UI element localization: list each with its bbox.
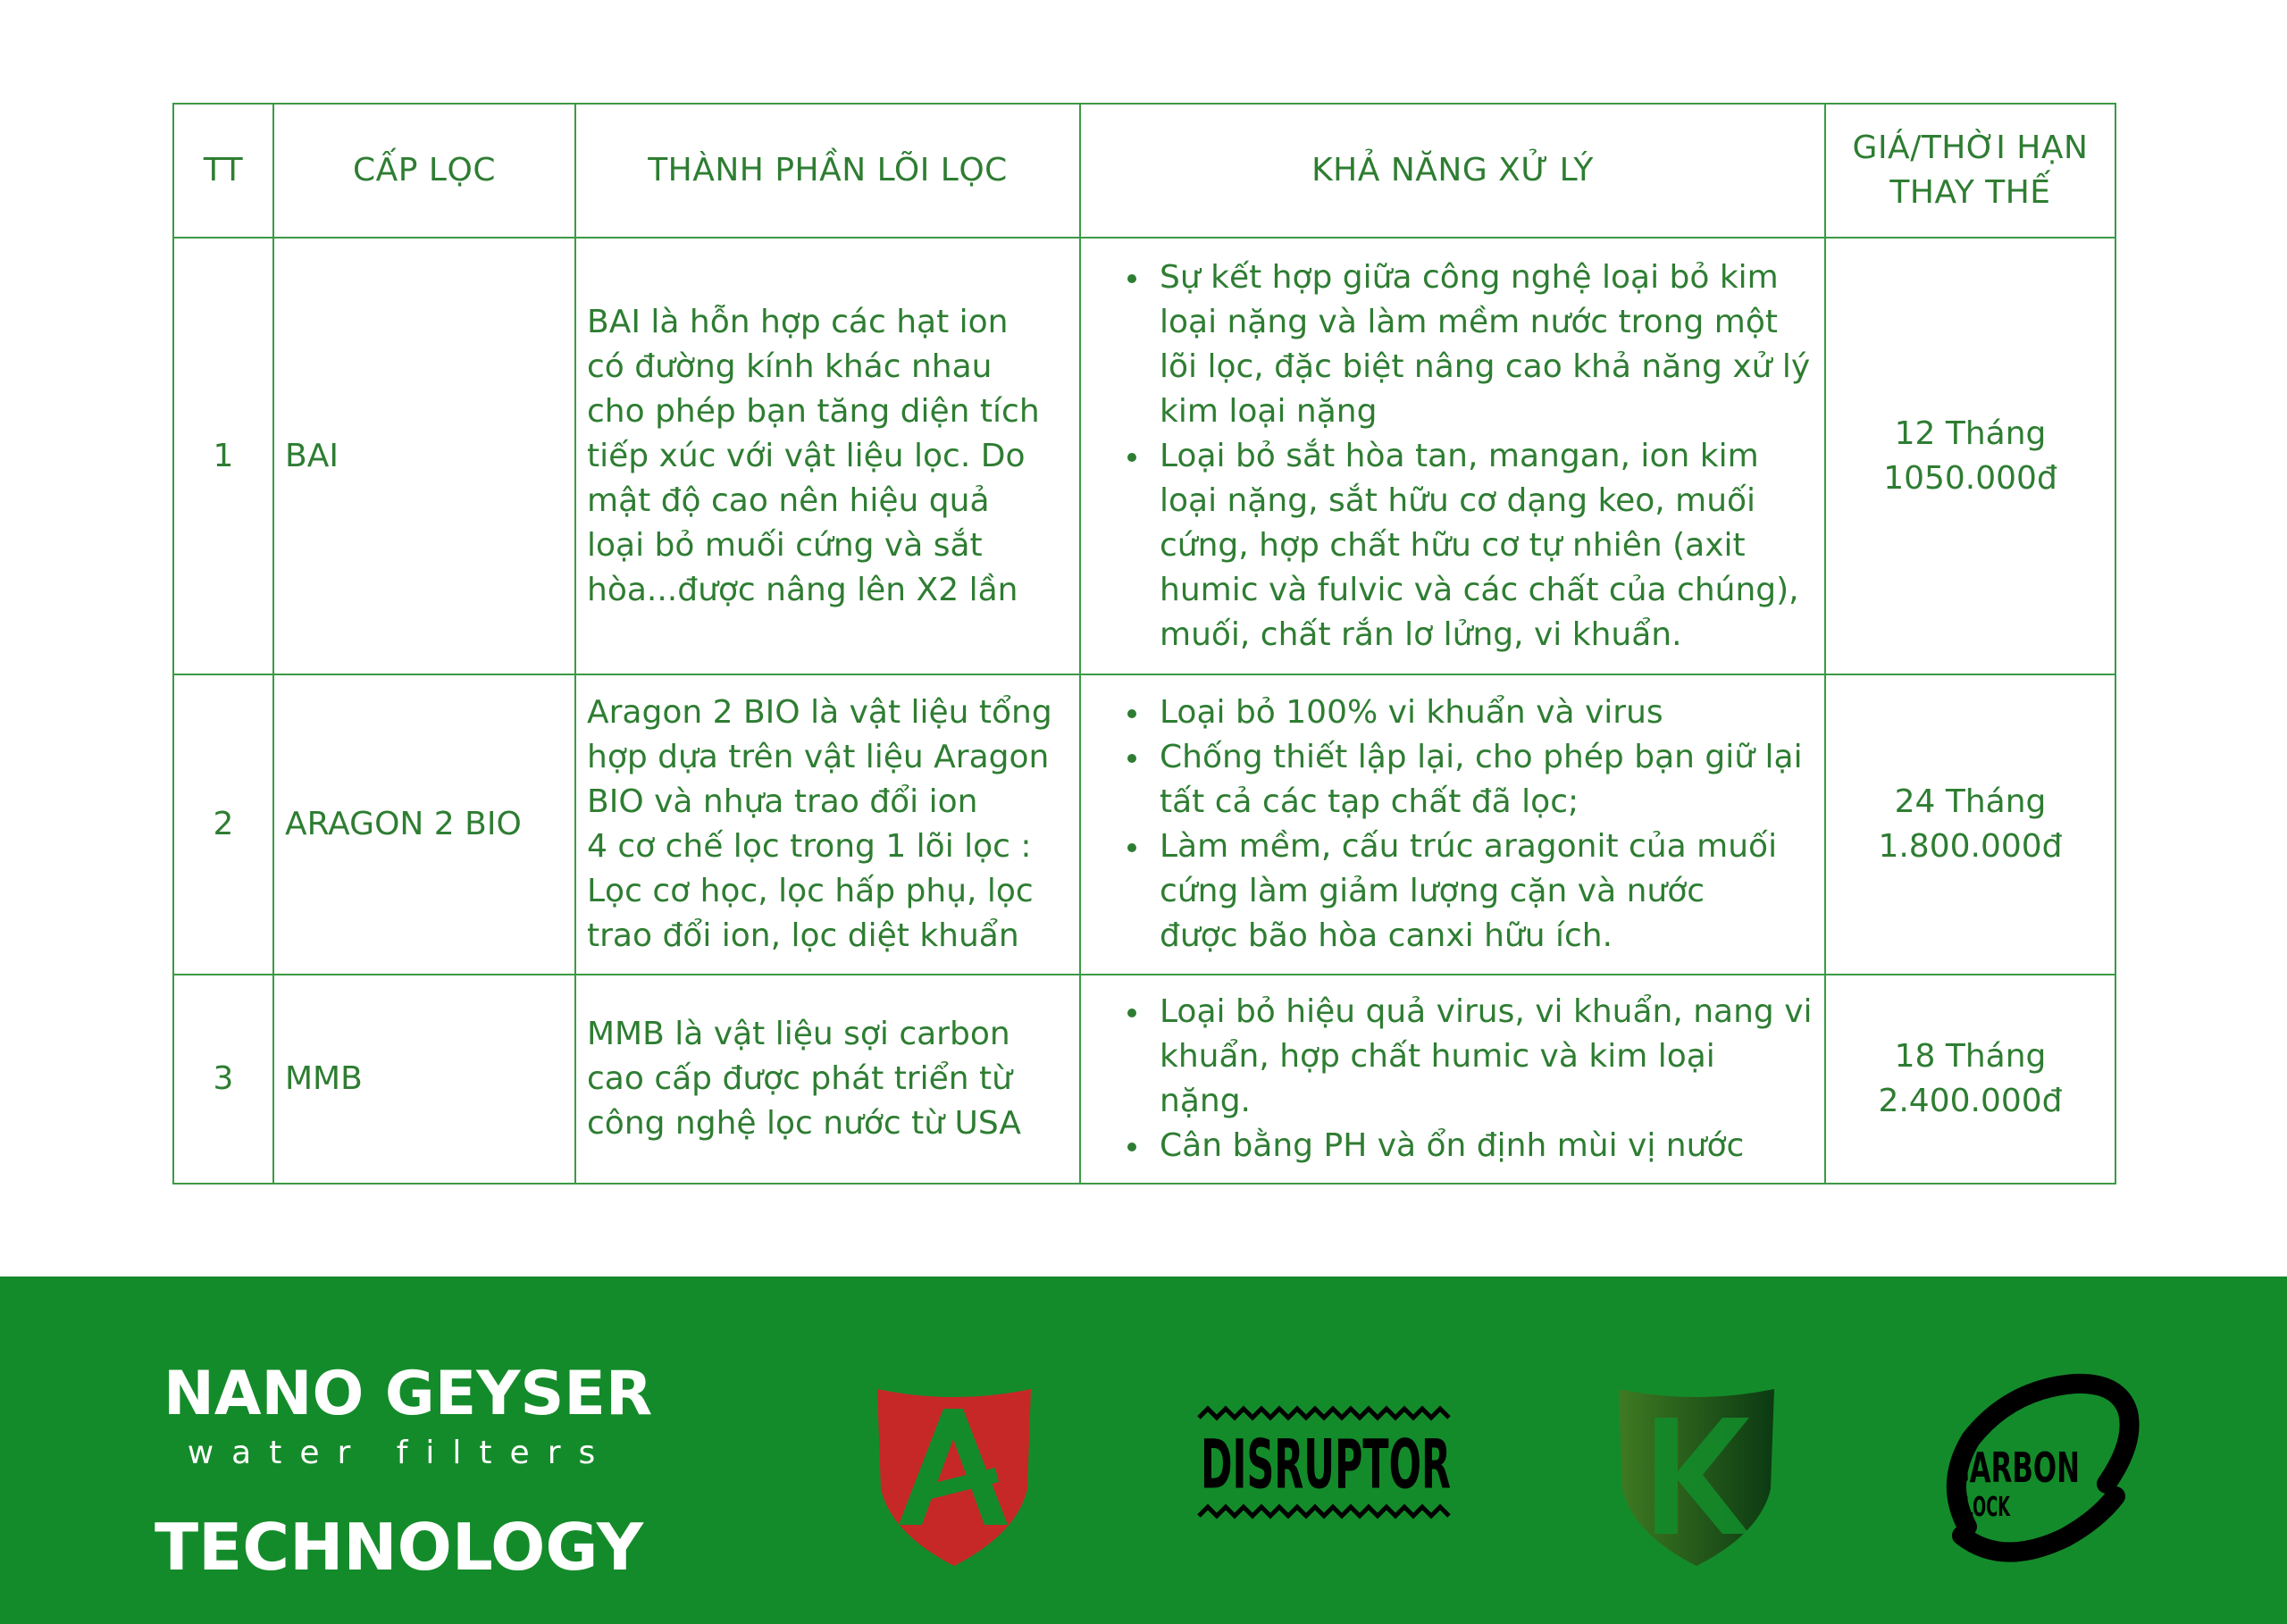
- capability-item: [1160, 990, 1817, 1124]
- filter-name: BAI: [273, 238, 575, 674]
- row-number: 2: [173, 674, 273, 975]
- brand-tagline: water filters: [187, 1435, 614, 1471]
- header-gia-thoi-han: [1825, 104, 2115, 238]
- capability-line: khuẩn, hợp chất humic và kim loại: [1160, 1038, 1715, 1075]
- desc-line: hợp dựa trên vật liệu Aragon: [587, 739, 1050, 775]
- desc-line: trao đổi ion, lọc diệt khuẩn: [587, 917, 1019, 954]
- logo-text: DISRUPTOR: [1201, 1425, 1451, 1504]
- desc-line: hòa...được nâng lên X2 lần: [587, 571, 1018, 608]
- capability-item: [1160, 691, 1817, 735]
- replacement-period: 24 Tháng: [1894, 783, 2047, 820]
- capability-list: [1092, 691, 1817, 958]
- filter-description: [575, 238, 1080, 674]
- technology-heading: TECHNOLOGY: [155, 1510, 644, 1585]
- capability-item: [1160, 825, 1817, 958]
- desc-line: cao cấp được phát triển từ: [587, 1060, 1012, 1097]
- logo-text: BLOCK: [1951, 1492, 2012, 1523]
- capability-line: Cân bằng PH và ổn định mùi vị nước: [1160, 1127, 1745, 1164]
- capability-item: [1160, 1124, 1817, 1168]
- capability-line: Chống thiết lập lại, cho phép bạn giữ lại: [1160, 739, 1803, 775]
- footer-band: [0, 1277, 2287, 1624]
- capability-line: loại nặng và làm mềm nước trong một: [1160, 303, 1778, 340]
- desc-line: loại bỏ muối cứng và sắt: [587, 526, 983, 564]
- table-row: [173, 674, 2115, 975]
- desc-line: tiếp xúc với vật liệu lọc. Do: [587, 437, 1026, 474]
- filter-price: [1825, 975, 2115, 1184]
- desc-line: có đường kính khác nhau: [587, 347, 993, 385]
- desc-line: công nghệ lọc nước từ USA: [587, 1105, 1022, 1142]
- desc-line: 4 cơ chế lọc trong 1 lõi lọc :: [587, 828, 1032, 865]
- capability-line: Loại bỏ sắt hòa tan, mangan, ion kim: [1160, 437, 1759, 474]
- filter-name: ARAGON 2 BIO: [273, 674, 575, 975]
- capability-item: [1160, 434, 1817, 657]
- capability-line: cứng, hợp chất hữu cơ tự nhiên (axit: [1160, 526, 1746, 564]
- header-gia-line1: GIÁ/THỜI HẠN: [1852, 130, 2089, 166]
- table-header-row: [173, 104, 2115, 238]
- capability-line: Làm mềm, cấu trúc aragonit của muối: [1160, 828, 1778, 865]
- capability-line: kim loại nặng: [1160, 392, 1378, 430]
- carbon-block-logo-icon: [1940, 1377, 2135, 1566]
- logo-text: BIO: [970, 1409, 1024, 1445]
- table-row: [173, 238, 2115, 674]
- filter-price: [1825, 238, 2115, 674]
- capability-line: nặng.: [1160, 1083, 1251, 1119]
- desc-line: mật độ cao nên hiệu quả: [587, 481, 990, 519]
- capability-line: Loại bỏ 100% vi khuẩn và virus: [1160, 694, 1663, 731]
- desc-line: Lọc cơ học, lọc hấp phụ, lọc: [587, 873, 1034, 909]
- filter-description: [575, 975, 1080, 1184]
- capability-item: [1160, 735, 1817, 825]
- filter-capabilities: [1080, 238, 1825, 674]
- price-value: 1050.000đ: [1883, 459, 2057, 497]
- capability-line: lõi lọc, đặc biệt nâng cao khả năng xử lý: [1160, 347, 1811, 385]
- logo-text: CARBON: [1949, 1444, 2080, 1492]
- table-row: [173, 975, 2115, 1184]
- desc-line: BAI là hỗn hợp các hạt ion: [587, 303, 1009, 340]
- disruptor-logo-icon: [1195, 1402, 1456, 1527]
- brand-title: NANO GEYSER: [163, 1359, 653, 1429]
- header-gia-line2: THAY THẾ: [1889, 174, 2051, 211]
- row-number: 1: [173, 238, 273, 674]
- aragon-bio-shield-icon: [874, 1382, 1035, 1570]
- filter-spec-table: [172, 103, 2116, 1185]
- filter-capabilities: [1080, 975, 1825, 1184]
- replacement-period: 18 Tháng: [1894, 1038, 2047, 1075]
- capability-line: humic và fulvic và các chất của chúng),: [1160, 571, 1799, 608]
- filter-capabilities: [1080, 674, 1825, 975]
- header-thanh-phan: THÀNH PHẦN LÕI LỌC: [575, 104, 1080, 238]
- price-value: 2.400.000đ: [1878, 1083, 2063, 1119]
- capability-line: tất cả các tạp chất đã lọc;: [1160, 783, 1579, 820]
- header-kha-nang: KHẢ NĂNG XỬ LÝ: [1080, 104, 1825, 238]
- filter-name: MMB: [273, 975, 575, 1184]
- desc-line: Aragon 2 BIO là vật liệu tổng: [587, 694, 1052, 731]
- capability-line: Loại bỏ hiệu quả virus, vi khuẩn, nang vi: [1160, 993, 1813, 1030]
- desc-line: cho phép bạn tăng diện tích: [587, 392, 1040, 430]
- filter-description: [575, 674, 1080, 975]
- capability-item: [1160, 255, 1817, 434]
- capability-line: muối, chất rắn lơ lửng, vi khuẩn.: [1160, 615, 1682, 653]
- k-shield-icon: [1615, 1382, 1778, 1570]
- capability-line: Sự kết hợp giữa công nghệ loại bỏ kim: [1160, 258, 1779, 296]
- header-cap-loc: CẤP LỌC: [273, 104, 575, 238]
- header-tt: TT: [173, 104, 273, 238]
- replacement-period: 12 Tháng: [1894, 414, 2047, 452]
- capability-list: [1092, 255, 1817, 657]
- capability-line: được bão hòa canxi hữu ích.: [1160, 917, 1613, 954]
- filter-price: [1825, 674, 2115, 975]
- capability-line: cứng làm giảm lượng cặn và nước: [1160, 873, 1705, 909]
- capability-list: [1092, 990, 1817, 1168]
- row-number: 3: [173, 975, 273, 1184]
- price-value: 1.800.000đ: [1878, 828, 2063, 865]
- desc-line: BIO và nhựa trao đổi ion: [587, 783, 978, 820]
- desc-line: MMB là vật liệu sợi carbon: [587, 1016, 1010, 1052]
- capability-line: loại nặng, sắt hữu cơ dạng keo, muối: [1160, 481, 1756, 519]
